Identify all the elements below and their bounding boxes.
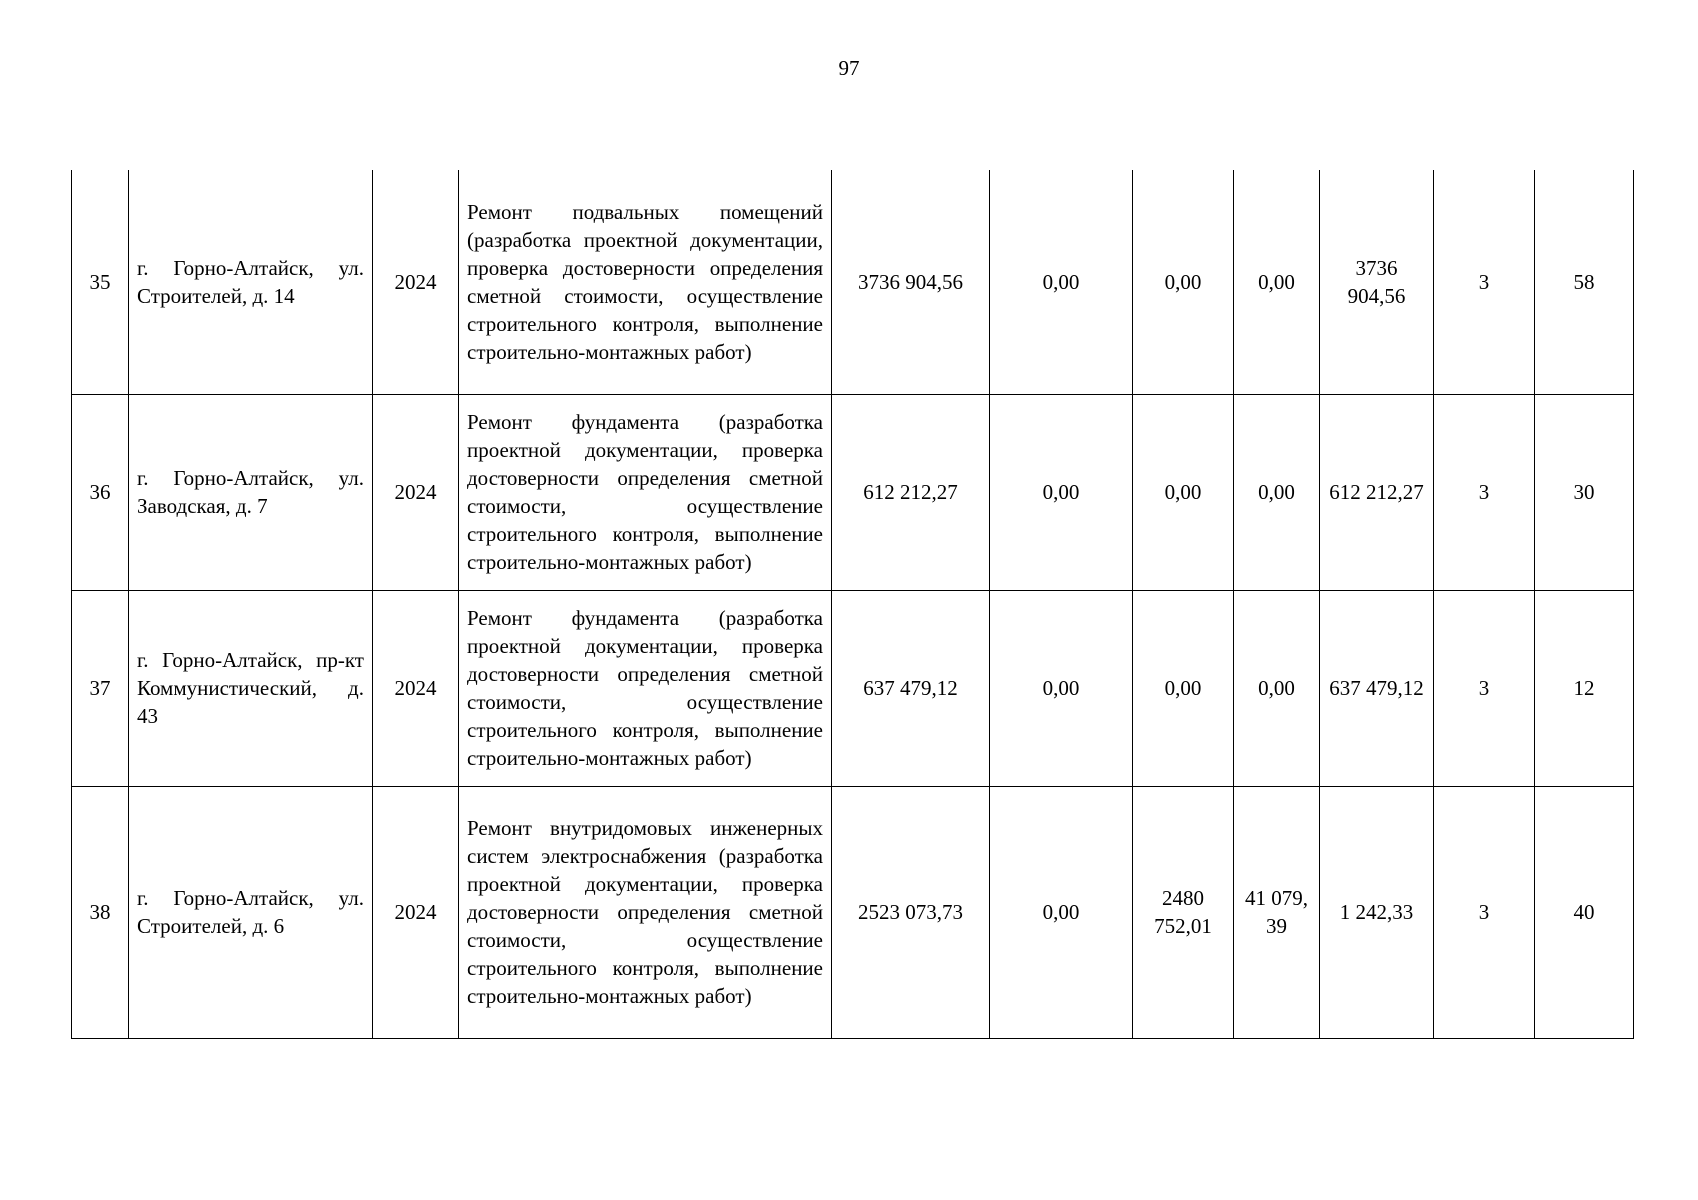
amount-cell: 3736 904,56 bbox=[1320, 170, 1434, 394]
table-row bbox=[72, 786, 1634, 1038]
amount-cell: 0,00 bbox=[1133, 394, 1234, 590]
work-description-cell: Ремонт фундамента (разработка проектной документации, проверка достоверности определения сметной стоимости, осуществление строительного контроля, выполнение строительно-монтажных работ) bbox=[459, 394, 832, 590]
count-cell: 3 bbox=[1434, 786, 1535, 1038]
table-row bbox=[72, 170, 1634, 394]
count-cell: 12 bbox=[1535, 590, 1634, 786]
amount-cell: 1 242,33 bbox=[1320, 786, 1434, 1038]
row-number: 36 bbox=[72, 394, 129, 590]
amount-cell: 0,00 bbox=[1234, 170, 1320, 394]
amount-cell: 0,00 bbox=[990, 590, 1133, 786]
amount-cell: 612 212,27 bbox=[1320, 394, 1434, 590]
amount-cell: 0,00 bbox=[990, 394, 1133, 590]
count-cell: 40 bbox=[1535, 786, 1634, 1038]
work-description-cell: Ремонт внутридомовых инженерных систем электроснабжения (разработка проектной документации, проверка достоверности определения сметной стоимости, осуществление строительного контроля, выполнение строительно-монтажных работ) bbox=[459, 786, 832, 1038]
address-cell: г. Горно-Алтайск, пр-кт Коммунистический, д. 43 bbox=[129, 590, 373, 786]
address-cell: г. Горно-Алтайск, ул. Заводская, д. 7 bbox=[129, 394, 373, 590]
amount-cell: 0,00 bbox=[1234, 394, 1320, 590]
work-description-cell: Ремонт фундамента (разработка проектной документации, проверка достоверности определения сметной стоимости, осуществление строительного контроля, выполнение строительно-монтажных работ) bbox=[459, 590, 832, 786]
count-cell: 3 bbox=[1434, 590, 1535, 786]
address-cell: г. Горно-Алтайск, ул. Строителей, д. 14 bbox=[129, 170, 373, 394]
amount-cell: 41 079,39 bbox=[1234, 786, 1320, 1038]
count-cell: 3 bbox=[1434, 170, 1535, 394]
count-cell: 58 bbox=[1535, 170, 1634, 394]
work-schedule-table bbox=[71, 170, 1634, 1039]
amount-cell: 0,00 bbox=[1133, 590, 1234, 786]
page-number: 97 bbox=[838, 56, 860, 80]
amount-cell: 637 479,12 bbox=[1320, 590, 1434, 786]
table-row bbox=[72, 394, 1634, 590]
amount-cell: 0,00 bbox=[990, 170, 1133, 394]
year-cell: 2024 bbox=[373, 170, 459, 394]
amount-cell: 0,00 bbox=[990, 786, 1133, 1038]
total-cost-cell: 637 479,12 bbox=[832, 590, 990, 786]
year-cell: 2024 bbox=[373, 590, 459, 786]
year-cell: 2024 bbox=[373, 394, 459, 590]
amount-cell: 2480 752,01 bbox=[1133, 786, 1234, 1038]
address-cell: г. Горно-Алтайск, ул. Строителей, д. 6 bbox=[129, 786, 373, 1038]
count-cell: 30 bbox=[1535, 394, 1634, 590]
table-row bbox=[72, 590, 1634, 786]
work-description-cell: Ремонт подвальных помещений (разработка проектной документации, проверка достоверности определения сметной стоимости, осуществление строительного контроля, выполнение строительно-монтажных работ) bbox=[459, 170, 832, 394]
total-cost-cell: 3736 904,56 bbox=[832, 170, 990, 394]
count-cell: 3 bbox=[1434, 394, 1535, 590]
year-cell: 2024 bbox=[373, 786, 459, 1038]
row-number: 35 bbox=[72, 170, 129, 394]
amount-cell: 0,00 bbox=[1234, 590, 1320, 786]
total-cost-cell: 612 212,27 bbox=[832, 394, 990, 590]
row-number: 37 bbox=[72, 590, 129, 786]
total-cost-cell: 2523 073,73 bbox=[832, 786, 990, 1038]
row-number: 38 bbox=[72, 786, 129, 1038]
amount-cell: 0,00 bbox=[1133, 170, 1234, 394]
